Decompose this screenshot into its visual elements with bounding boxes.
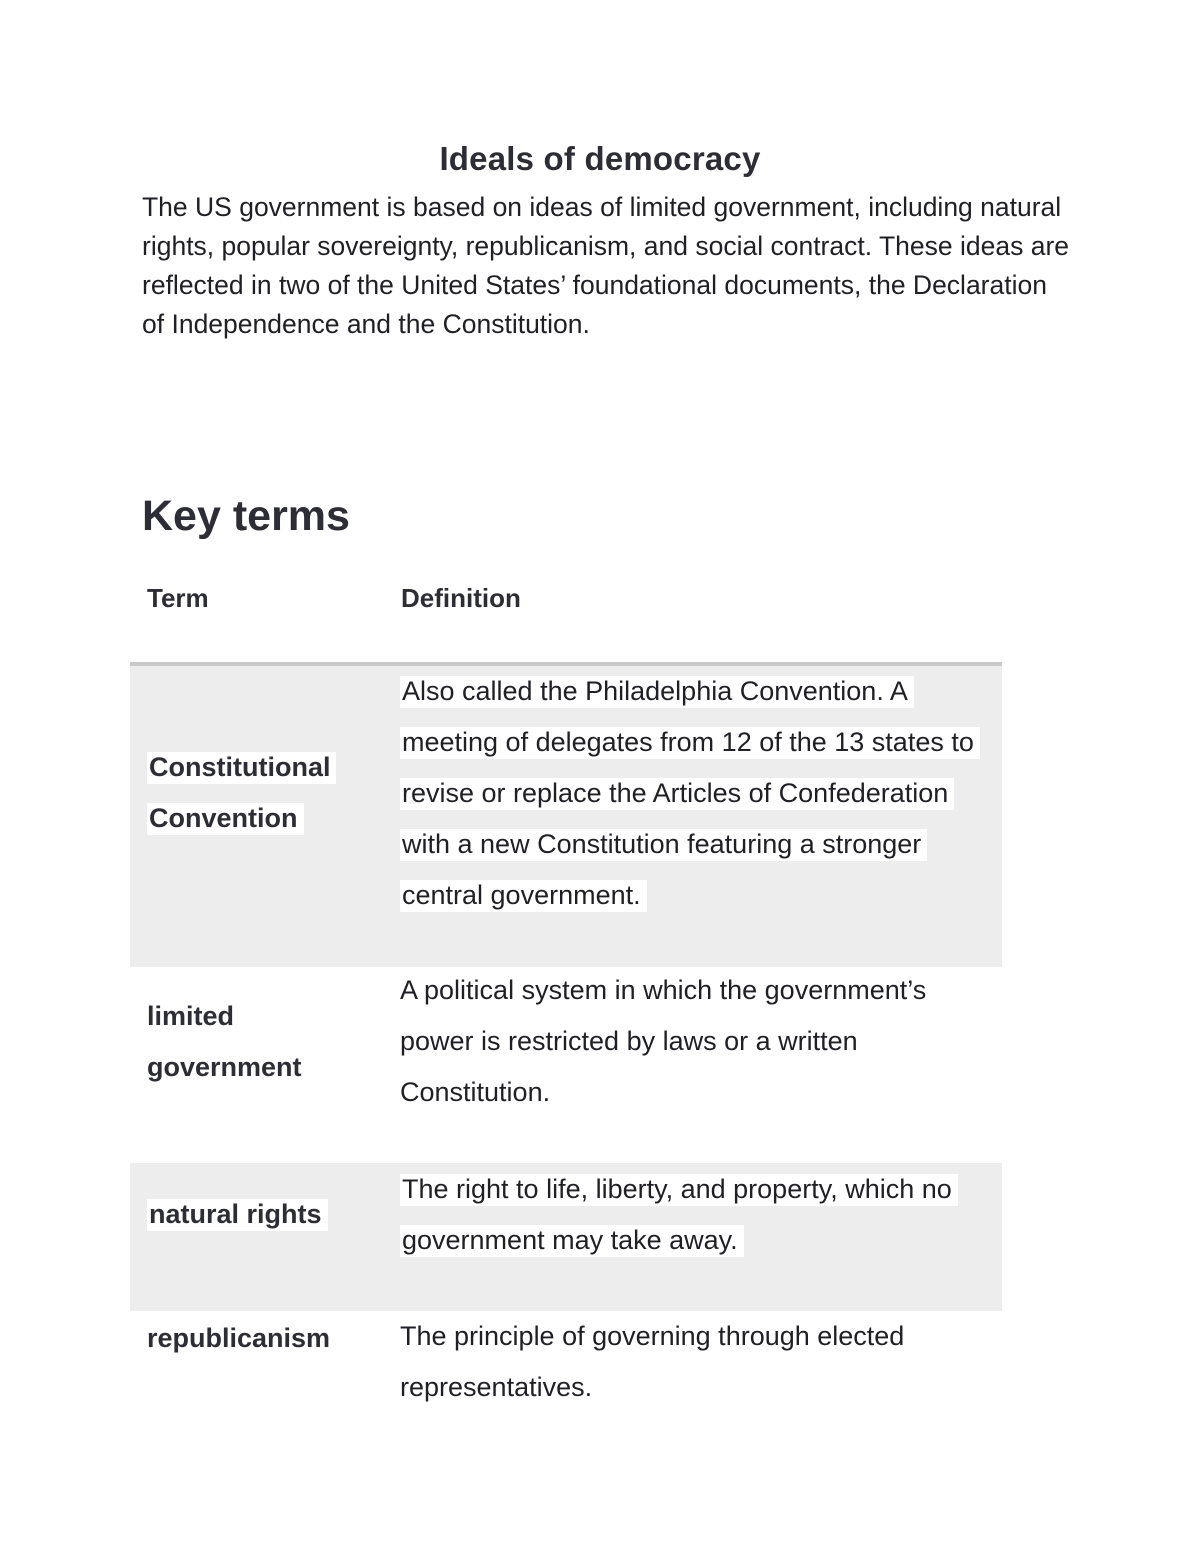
table-row [130, 1163, 1002, 1311]
table-row [130, 666, 1002, 967]
definition-cell [400, 666, 990, 921]
term-cell [147, 1189, 372, 1240]
term-cell [147, 1313, 372, 1364]
term-cell [147, 991, 372, 1093]
definition-text: A political system in which the government’s power is restricted by laws or a written Constitution. [400, 975, 927, 1107]
definition-text: The right to life, liberty, and property, which no government may take away. [400, 1174, 958, 1257]
term-cell [147, 742, 372, 844]
definition-text: Also called the Philadelphia Convention. A meeting of delegates from 12 of the 13 states to revise or replace the Articles of Confederation with a new Constitution featuring a stronger central government. [400, 676, 980, 912]
section-heading-key-terms: Key terms [142, 492, 350, 540]
definition-text: The principle of governing through elected representatives. [400, 1321, 905, 1402]
column-header-term: Term [147, 583, 209, 613]
definition-cell [400, 1164, 990, 1266]
table-row [130, 1311, 1002, 1431]
table-row [130, 967, 1002, 1163]
definition-cell [400, 965, 990, 1118]
intro-paragraph: The US government is based on ideas of limited government, including natural rights, popular sovereignty, republicanism, and social contract. These ideas are reflected in two of the United States’ foundational documents, the Declaration of Independence and the Constitution. [142, 192, 1070, 339]
definition-cell [400, 1311, 990, 1413]
table-header [130, 576, 1002, 620]
term-text: republicanism [147, 1323, 331, 1353]
page-title: Ideals of democracy [439, 140, 761, 177]
term-text: natural rights [147, 1199, 328, 1231]
column-header-definition: Definition [401, 583, 521, 613]
term-text: Constitutional Convention [147, 752, 336, 835]
term-text: limited government [147, 1001, 302, 1082]
